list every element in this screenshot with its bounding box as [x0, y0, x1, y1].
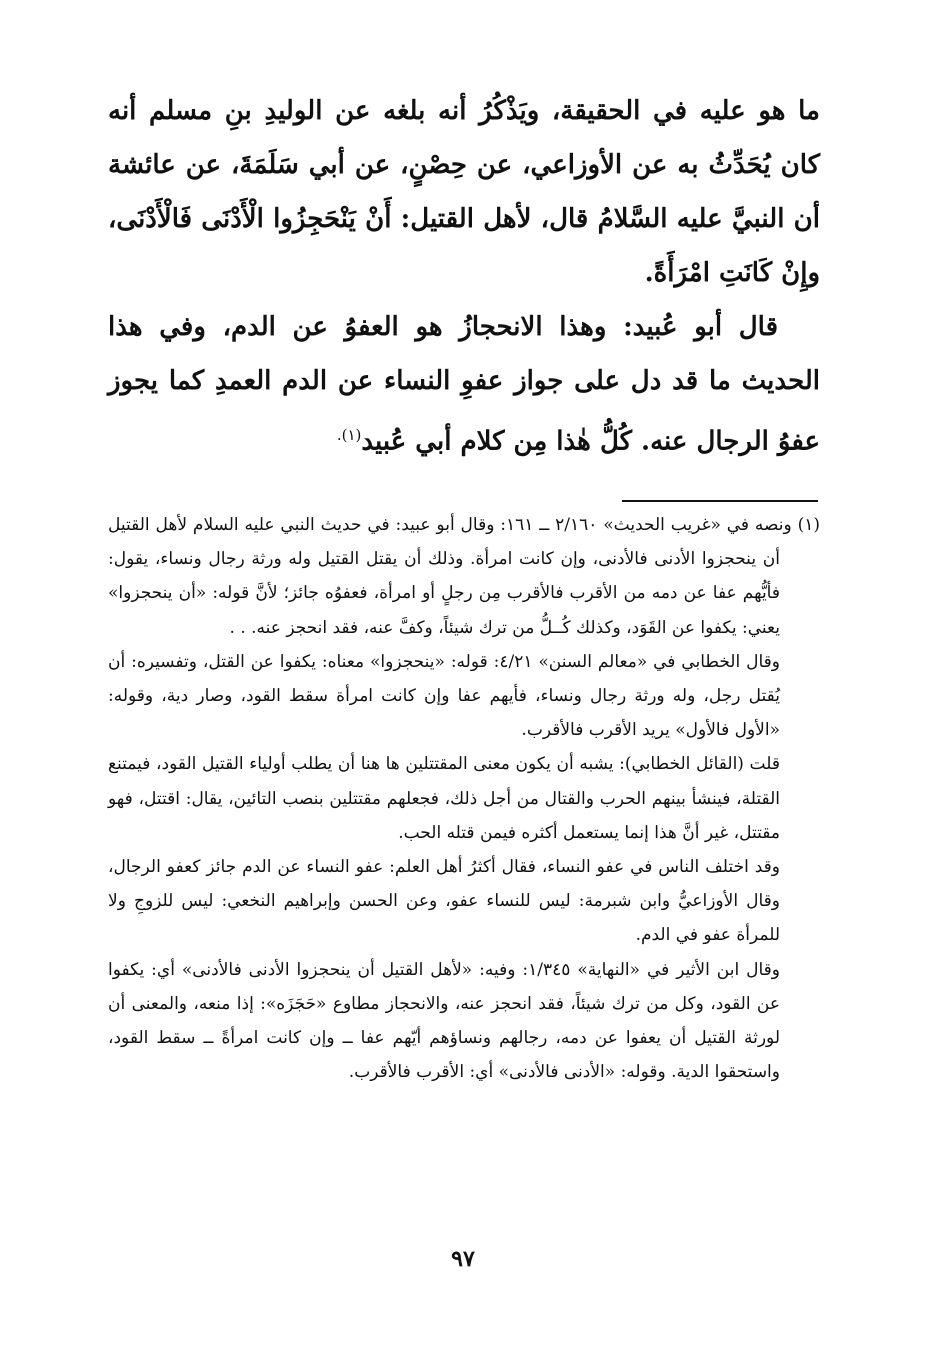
footnotes	[108, 508, 820, 1089]
page-number: ٩٧	[451, 1246, 475, 1272]
footnote-paragraph-qultu: قلت (القائل الخطابي): يشبه أن يكون معنى المقتتلين ها هنا أن يطلب أولياء القتيل القود، فيمتنع القتلة، فينشأ بينهم الحرب والقتال من أجل ذلك، فجعلهم مقتتلين بنصب التائين، يقال: اقتتل، فهو مقتتل، غير أنَّ هذا إنما يستعمل أكثره فيمن قتله الحب.	[108, 754, 780, 843]
main-text	[108, 84, 820, 469]
footnote-1: (١) ونصه في «غريب الحديث» ٢/١٦٠ ــ ١٦١: وقال أبو عبيد: في حديث النبي عليه السلام لأهل القتيل أن ينحجزوا الأدنى فالأدنى، وإن كانت امرأة. وذلك أن يقتل القتيل وله ورثة رجال ونساء، يقول: فأيُّهم عفا عن دمه من الأقرب فالأقرب مِن رجلٍ أو امرأة، فعفوُه جائز؛ لأنَّ قوله: «أن ينحجزوا» يعني: يكفوا عن القَوَد، وكذلك كُــلُّ من ترك شيئاً، وكفَّ عنه، فقد انحجز عنه. . .	[108, 515, 820, 638]
main-paragraph-2	[108, 300, 820, 469]
main-paragraph-2-text: قال أبو عُبيد: وهذا الانحجازُ هو العفوُ عن الدم، وفي هذا الحديث ما قد دل على جواز عفوِ النساء عن الدم العمدِ كما يجوز عفوُ الرجال عنه. كُلُّ هٰذا مِن كلام أبي عُبيد	[108, 312, 820, 457]
footnote-marker[interactable]: (١).	[336, 426, 362, 444]
footnote-paragraph-nihaya: وقال ابن الأثير في «النهاية» ١/٣٤٥: وفيه: «لأهل القتيل أن ينحجزوا الأدنى فالأدنى» أي: يكفوا عن القود، وكل من ترك شيئاً، فقد انحجز عنه، والانحجاز مطاوع «حَجَزَه»: إذا منعه، والمعنى أن لورثة القتيل أن يعفوا عن دمه، رجالهم ونساؤهم أيّهم عفا ــ وإن كانت امرأةً ــ سقط القود، واستحقوا الدية. وقوله: «الأدنى فالأدنى» أي: الأقرب فالأقرب.	[108, 959, 780, 1083]
main-paragraph-1: ما هو عليه في الحقيقة، ويَذْكُرُ أنه بلغه عن الوليدِ بنِ مسلم أنه كان يُحَدِّثُ به عن الأوزاعي، عن حِصْنٍ، عن أبي سَلَمَةَ، عن عائشة أن النبيَّ عليه السَّلامُ قال، لأهل القتيل: أَنْ يَنْحَجِزُوا الْأَدْنَى فَالْأَدْنَى، وإِنْ كَانَتِ امْرَأَةً.	[108, 96, 820, 288]
footnote-paragraph-ikhtilaf: وقد اختلف الناس في عفو النساء، فقال أكثرُ أهل العلم: عفو النساء عن الدم جائز كعفو الرجال، وقال الأوزاعيُّ وابن شبرمة: ليس للنساء عفو، وعن الحسن وإبراهيم النخعي: ليس للزوجِ ولا للمرأة عفو في الدم.	[108, 857, 780, 946]
footnote-paragraph-khattabi: وقال الخطابي في «معالم السنن» ٤/٢١: قوله: «ينحجزوا» معناه: يكفوا عن القتل، وتفسيره: أن يُقتل رجل، وله ورثة رجال ونساء، فأيهم عفا وإن كانت امرأة سقط القود، وصار دية، وقوله: «الأول فالأول» يريد الأقرب فالأقرب.	[108, 651, 780, 741]
footnote-separator	[622, 500, 818, 502]
